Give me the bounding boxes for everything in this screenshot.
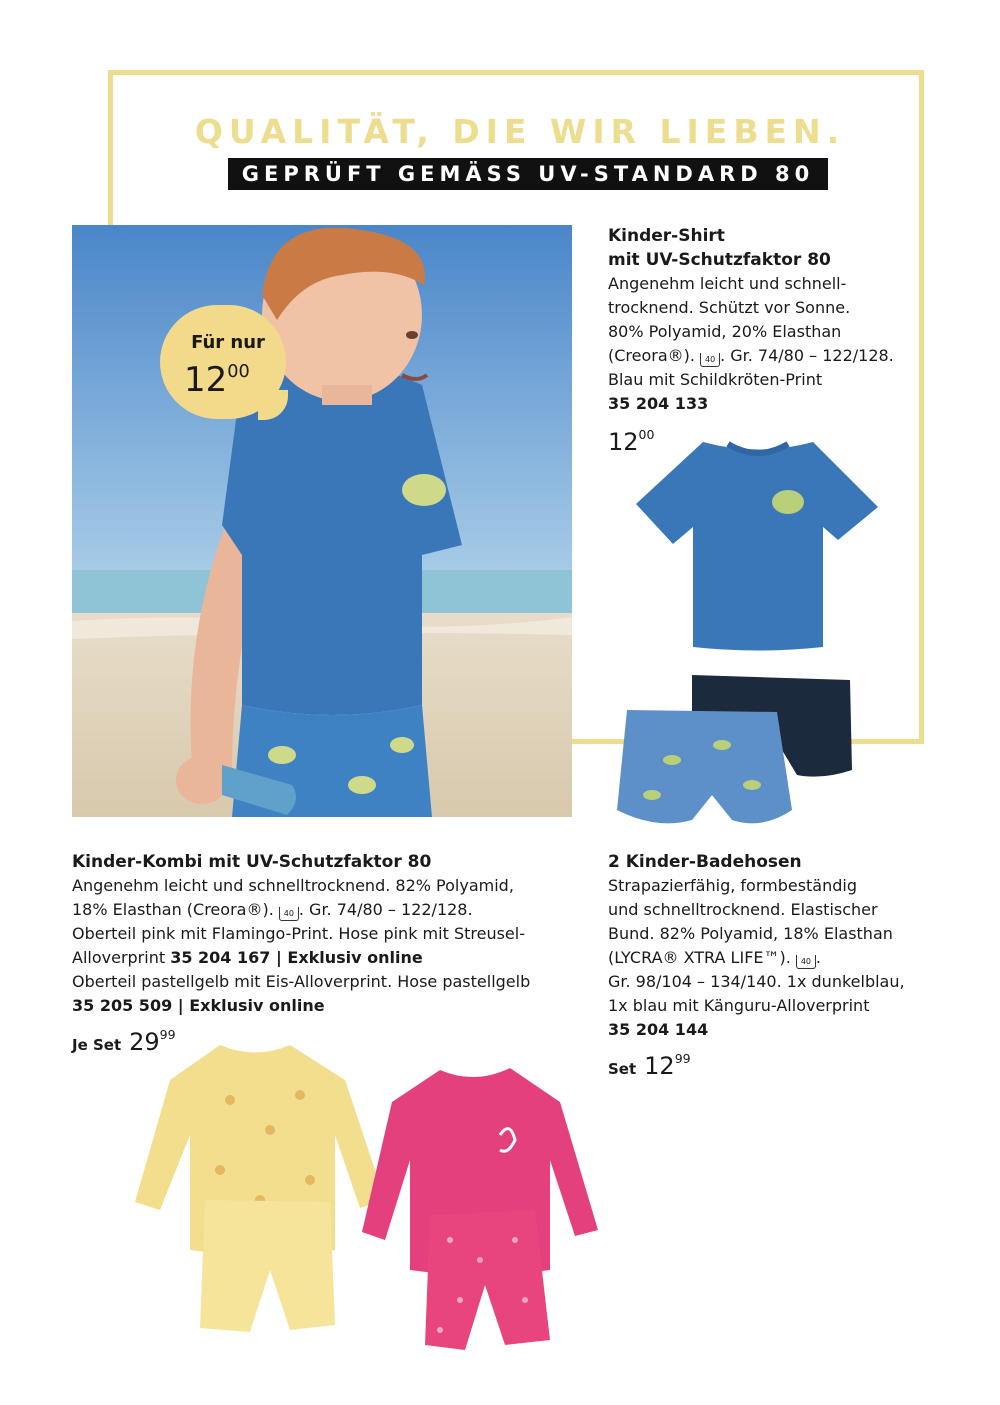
badehosen-desc-line3: Bund. 82% Polyamid, 18% Elasthan <box>608 924 893 943</box>
badehosen-desc-line4: (LYCRA® XTRA LIFE™). 40 . <box>608 948 822 967</box>
badge-price: $12^{00}$ <box>184 360 250 400</box>
wash-symbol-icon: 40 <box>279 907 299 921</box>
shirt-price: $12^{00}$ <box>608 427 655 456</box>
badehosen-title: 2 Kinder-Badehosen <box>608 852 802 872</box>
kombi-desc-line3: Oberteil pink mit Flamingo-Print. Hose pink mit Streusel- <box>72 924 525 943</box>
kombi-desc-line2: 18% Elasthan (Creora®). 40 . Gr. 74/80 – 122/128. <box>72 900 473 919</box>
badehosen-price: Set $12^{99}$ <box>608 1051 691 1080</box>
wash-symbol-icon: 40 <box>700 353 720 367</box>
kombi-product-info <box>72 850 592 1060</box>
kombi-desc-line4: Alloverprint 35 204 167 | Exklusiv online <box>72 948 423 967</box>
shirt-title-line1: Kinder-Shirt <box>608 226 725 246</box>
shirt-desc-line3: 80% Polyamid, 20% Elasthan <box>608 322 842 341</box>
badge-label: Für nur <box>191 332 265 353</box>
kombi-price: Je Set $29^{99}$ <box>72 1027 176 1056</box>
badehosen-desc-line1: Strapazierfähig, formbeständig <box>608 876 858 895</box>
kombi-article-2: 35 205 509 | Exklusiv online <box>72 996 325 1015</box>
badehosen-desc-line6: 1x blau mit Känguru-Alloverprint <box>608 996 870 1015</box>
kombi-sets-product-image <box>130 1040 600 1380</box>
shirt-desc-line1: Angenehm leicht und schnell- <box>608 274 847 293</box>
kombi-desc-line1: Angenehm leicht und schnelltrocknend. 82% Polyamid, <box>72 876 514 895</box>
shirt-desc-line5: Blau mit Schildkröten-Print <box>608 370 823 389</box>
headline: QUALITÄT, DIE WIR LIEBEN. <box>194 112 846 151</box>
shirt-title-line2: mit UV-Schutzfaktor 80 <box>608 250 831 270</box>
boy-on-beach-illustration <box>72 225 572 817</box>
badehosen-desc-line5: Gr. 98/104 – 134/140. 1x dunkelblau, <box>608 972 905 991</box>
shirt-desc-line4: (Creora®). 40 . Gr. 74/80 – 122/128. <box>608 346 894 365</box>
badehosen-desc-line2: und schnelltrocknend. Elastischer <box>608 900 878 919</box>
wash-symbol-icon: 40 <box>796 955 816 969</box>
badehosen-product-info <box>608 850 938 1084</box>
swim-trunks-product-image <box>612 670 862 840</box>
shirt-product-image <box>628 432 888 657</box>
hero-photo <box>72 225 572 817</box>
kombi-desc-line5: Oberteil pastellgelb mit Eis-Alloverprint. Hose pastellgelb <box>72 972 531 991</box>
kombi-title: Kinder-Kombi mit UV-Schutzfaktor 80 <box>72 852 432 872</box>
badehosen-article-number: 35 204 144 <box>608 1020 709 1039</box>
subheadline: GEPRÜFT GEMÄSS UV-STANDARD 80 <box>228 158 828 190</box>
shirt-article-number: 35 204 133 <box>608 394 709 413</box>
shirt-desc-line2: trocknend. Schützt vor Sonne. <box>608 298 851 317</box>
shirt-product-info <box>608 224 938 457</box>
